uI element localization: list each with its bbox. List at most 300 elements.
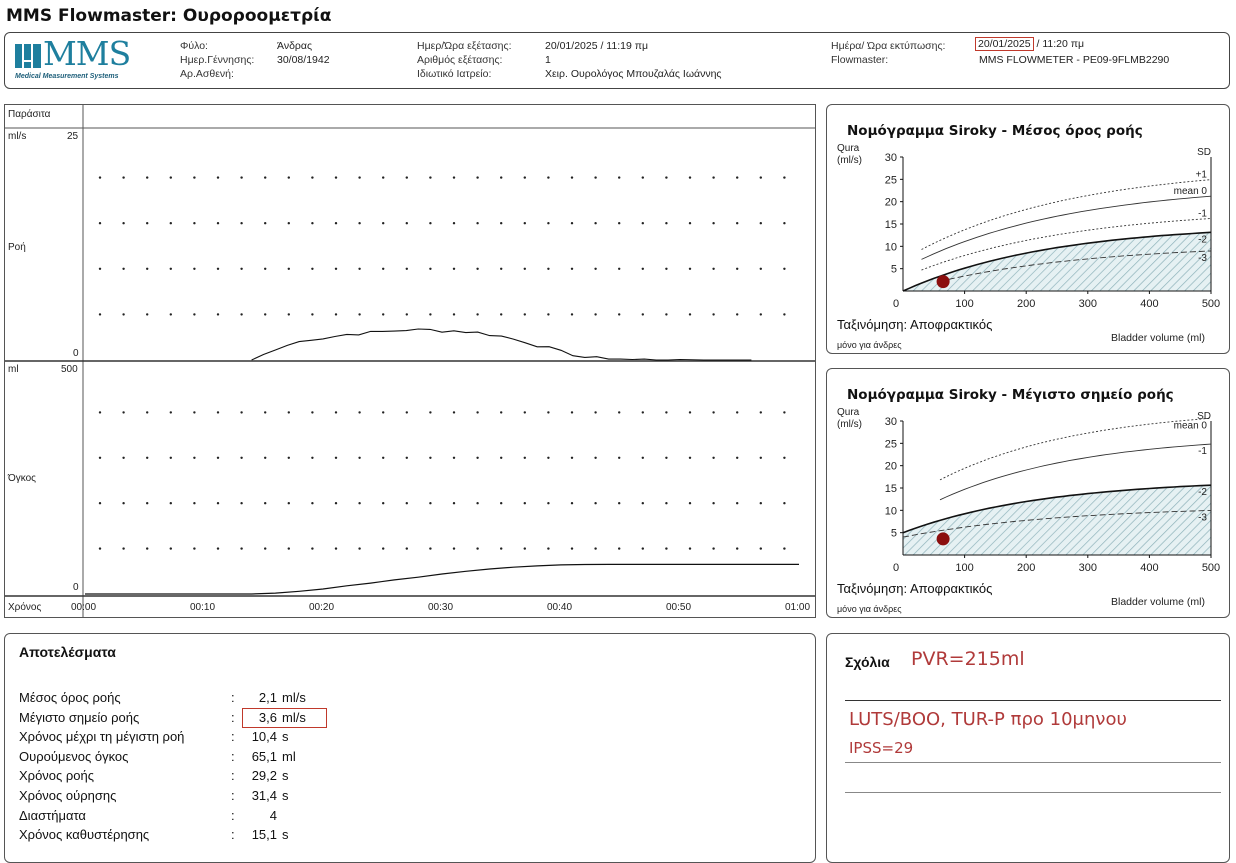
flow-grid-dot bbox=[122, 222, 124, 224]
flow-grid-dot bbox=[288, 268, 290, 270]
result-colon: : bbox=[231, 748, 235, 764]
exam-date-value: 20/01/2025 / 11:19 πμ bbox=[545, 40, 649, 52]
flow-grid-dot bbox=[288, 176, 290, 178]
volume-grid-dot bbox=[311, 411, 313, 413]
volume-grid-dot bbox=[571, 411, 573, 413]
exam-number-label: Αριθμός εξέτασης: bbox=[417, 54, 503, 66]
volume-grid-dot bbox=[335, 457, 337, 459]
comment-line-2: IPSS=29 bbox=[849, 739, 914, 757]
flow-grid-dot bbox=[429, 313, 431, 315]
flow-grid-dot bbox=[712, 176, 714, 178]
flow-grid-dot bbox=[476, 268, 478, 270]
sd-curve-label: -3 bbox=[1198, 512, 1207, 524]
flow-grid-dot bbox=[524, 176, 526, 178]
sd-curve-label: -2 bbox=[1198, 487, 1207, 499]
volume-grid-dot bbox=[571, 547, 573, 549]
result-colon: : bbox=[231, 709, 235, 725]
flow-grid-dot bbox=[122, 176, 124, 178]
volume-grid-dot bbox=[358, 547, 360, 549]
volume-grid-dot bbox=[382, 457, 384, 459]
volume-grid-dot bbox=[665, 502, 667, 504]
volume-grid-dot bbox=[358, 502, 360, 504]
comment-line-1: LUTS/BOO, TUR-P προ 10μηνου bbox=[849, 709, 1127, 730]
flow-grid-dot bbox=[524, 268, 526, 270]
volume-grid-dot bbox=[783, 411, 785, 413]
volume-grid-dot bbox=[382, 411, 384, 413]
patient-header bbox=[4, 32, 1230, 89]
volume-grid-dot bbox=[712, 502, 714, 504]
volume-unit: ml bbox=[8, 364, 19, 375]
volume-grid-dot bbox=[264, 547, 266, 549]
result-unit: s bbox=[282, 768, 289, 784]
x-tick-label: 200 bbox=[1017, 298, 1036, 310]
sd-curve-label: -3 bbox=[1198, 252, 1207, 264]
flow-grid-dot bbox=[453, 222, 455, 224]
flow-grid-dot bbox=[642, 268, 644, 270]
flow-grid-dot bbox=[170, 222, 172, 224]
volume-grid-dot bbox=[453, 457, 455, 459]
volume-grid-dot bbox=[760, 547, 762, 549]
nomogram-1-ylabel: Qura bbox=[837, 143, 860, 154]
volume-grid-dot bbox=[240, 411, 242, 413]
flow-axis-label: Ροή bbox=[8, 242, 26, 253]
flow-grid-dot bbox=[217, 176, 219, 178]
flow-grid-dot bbox=[594, 222, 596, 224]
volume-grid-dot bbox=[594, 547, 596, 549]
sd-curve-label: -1 bbox=[1198, 208, 1207, 220]
flow-grid-dot bbox=[146, 313, 148, 315]
time-tick-label: 00:30 bbox=[428, 602, 454, 613]
volume-grid-dot bbox=[406, 457, 408, 459]
flow-grid-dot bbox=[311, 268, 313, 270]
flow-grid-dot bbox=[571, 268, 573, 270]
flow-grid-dot bbox=[689, 268, 691, 270]
volume-grid-dot bbox=[264, 411, 266, 413]
flow-grid-dot bbox=[193, 222, 195, 224]
x-tick-label: 0 bbox=[893, 562, 900, 574]
mms-logo-icon bbox=[13, 41, 43, 71]
y-tick-label: 15 bbox=[884, 483, 897, 495]
result-row bbox=[19, 690, 306, 705]
flow-grid-dot bbox=[170, 268, 172, 270]
volume-grid-dot bbox=[500, 457, 502, 459]
volume-grid-dot bbox=[594, 411, 596, 413]
volume-grid-dot bbox=[760, 411, 762, 413]
sd-label: SD bbox=[1197, 411, 1211, 422]
flow-grid-dot bbox=[689, 313, 691, 315]
nomogram-1-men-only: μόνο για άνδρες bbox=[837, 340, 902, 350]
volume-grid-dot bbox=[288, 411, 290, 413]
volume-grid-dot bbox=[406, 547, 408, 549]
volume-grid-dot bbox=[712, 547, 714, 549]
flow-grid-dot bbox=[382, 176, 384, 178]
volume-grid-dot bbox=[358, 457, 360, 459]
flow-grid-dot bbox=[594, 268, 596, 270]
volume-grid-dot bbox=[311, 547, 313, 549]
x-tick-label: 400 bbox=[1140, 298, 1159, 310]
sd-curve-label: +1 bbox=[1195, 169, 1207, 181]
volume-grid-dot bbox=[642, 457, 644, 459]
flow-grid-dot bbox=[217, 222, 219, 224]
flow-grid-dot bbox=[429, 176, 431, 178]
volume-grid-dot bbox=[500, 547, 502, 549]
volume-grid-dot bbox=[146, 502, 148, 504]
volume-grid-dot bbox=[240, 547, 242, 549]
result-label: Μέσος όρος ροής bbox=[19, 690, 121, 705]
flow-grid-dot bbox=[311, 176, 313, 178]
y-tick-label: 10 bbox=[884, 505, 897, 518]
volume-grid-dot bbox=[193, 547, 195, 549]
app-title: MMS Flowmaster: Ουροροομετρία bbox=[6, 6, 332, 26]
result-unit: s bbox=[282, 788, 289, 803]
volume-grid-dot bbox=[288, 502, 290, 504]
result-row bbox=[19, 768, 289, 783]
volume-grid-dot bbox=[146, 411, 148, 413]
volume-grid-dot bbox=[665, 411, 667, 413]
flow-grid-dot bbox=[335, 268, 337, 270]
flow-max: 25 bbox=[67, 131, 79, 142]
sd-curve-label: mean 0 bbox=[1173, 186, 1207, 198]
x-tick-label: 0 bbox=[893, 298, 900, 310]
flow-grid-dot bbox=[618, 268, 620, 270]
volume-grid-dot bbox=[760, 457, 762, 459]
print-date-value bbox=[975, 38, 1084, 50]
y-tick-label: 20 bbox=[884, 460, 897, 473]
flow-grid-dot bbox=[382, 313, 384, 315]
flow-grid-dot bbox=[99, 222, 101, 224]
patient-point bbox=[937, 532, 950, 545]
y-tick-label: 15 bbox=[884, 219, 897, 231]
result-label: Ουρούμενος όγκος bbox=[19, 748, 129, 764]
volume-grid-dot bbox=[618, 457, 620, 459]
volume-curve bbox=[85, 564, 799, 594]
volume-min: 0 bbox=[73, 582, 79, 593]
flow-grid-dot bbox=[618, 176, 620, 178]
volume-grid-dot bbox=[217, 411, 219, 413]
flow-grid-dot bbox=[594, 313, 596, 315]
flow-grid-dot bbox=[618, 222, 620, 224]
flow-grid-dot bbox=[358, 222, 360, 224]
print-time: / 11:20 πμ bbox=[1036, 38, 1085, 50]
flow-grid-dot bbox=[500, 268, 502, 270]
events-label: Παράσιτα bbox=[8, 109, 51, 120]
flow-grid-dot bbox=[146, 268, 148, 270]
volume-grid-dot bbox=[524, 502, 526, 504]
volume-grid-dot bbox=[99, 547, 101, 549]
comments-title: Σχόλια bbox=[845, 654, 890, 670]
mms-logo bbox=[13, 34, 153, 83]
flow-grid-dot bbox=[642, 176, 644, 178]
sd-curve bbox=[940, 418, 1211, 480]
flow-grid-dot bbox=[736, 268, 738, 270]
result-colon: : bbox=[231, 690, 235, 705]
time-tick-label: 00:20 bbox=[309, 602, 335, 613]
clinic-value: Χειρ. Ουρολόγος Μπουζαλάς Ιωάννης bbox=[545, 68, 722, 80]
flow-grid-dot bbox=[783, 268, 785, 270]
nomogram-2-xlabel: Bladder volume (ml) bbox=[1111, 596, 1205, 608]
results-title: Αποτελέσματα bbox=[19, 644, 116, 660]
flowmaster-label: Flowmaster: bbox=[831, 54, 889, 66]
y-tick-label: 5 bbox=[890, 263, 897, 276]
volume-grid-dot bbox=[594, 502, 596, 504]
result-value: 65,1 bbox=[251, 748, 277, 764]
nomogram-1-yunit: (ml/s) bbox=[837, 155, 862, 166]
flow-grid-dot bbox=[193, 268, 195, 270]
flow-grid-dot bbox=[453, 176, 455, 178]
x-tick-label: 100 bbox=[955, 298, 974, 310]
time-tick-label: 00:50 bbox=[666, 602, 692, 613]
result-label: Χρόνος καθυστέρησης bbox=[19, 827, 150, 843]
volume-grid-dot bbox=[406, 502, 408, 504]
flow-grid-dot bbox=[476, 222, 478, 224]
volume-grid-dot bbox=[264, 502, 266, 504]
volume-grid-dot bbox=[547, 502, 549, 504]
flow-grid-dot bbox=[712, 268, 714, 270]
volume-grid-dot bbox=[193, 502, 195, 504]
volume-grid-dot bbox=[642, 547, 644, 549]
flow-grid-dot bbox=[642, 313, 644, 315]
dob-value: 30/08/1942 bbox=[277, 54, 330, 66]
volume-max: 500 bbox=[61, 364, 78, 375]
volume-grid-dot bbox=[476, 502, 478, 504]
volume-grid-dot bbox=[429, 457, 431, 459]
volume-grid-dot bbox=[547, 547, 549, 549]
flow-grid-dot bbox=[736, 222, 738, 224]
volume-grid-dot bbox=[240, 457, 242, 459]
flow-grid-dot bbox=[547, 176, 549, 178]
volume-grid-dot bbox=[783, 547, 785, 549]
volume-grid-dot bbox=[712, 457, 714, 459]
exam-date-label: Ημερ/Ώρα εξέτασης: bbox=[417, 40, 512, 52]
volume-grid-dot bbox=[712, 411, 714, 413]
volume-grid-dot bbox=[453, 502, 455, 504]
flow-grid-dot bbox=[665, 176, 667, 178]
volume-grid-dot bbox=[311, 502, 313, 504]
flow-grid-dot bbox=[500, 176, 502, 178]
result-unit: ml/s bbox=[282, 690, 306, 705]
result-label: Χρόνος ροής bbox=[19, 768, 95, 784]
flow-grid-dot bbox=[382, 268, 384, 270]
flow-grid-dot bbox=[783, 222, 785, 224]
flow-grid-dot bbox=[264, 222, 266, 224]
max-flow-highlight-box bbox=[242, 708, 327, 728]
x-tick-label: 500 bbox=[1201, 562, 1221, 574]
result-label: Χρόνος μέχρι τη μέγιστη ροή bbox=[19, 729, 185, 745]
flow-grid-dot bbox=[665, 222, 667, 224]
result-row bbox=[19, 808, 282, 823]
volume-grid-dot bbox=[170, 502, 172, 504]
result-value: 3,6 bbox=[258, 709, 277, 725]
volume-grid-dot bbox=[122, 457, 124, 459]
volume-grid-dot bbox=[217, 547, 219, 549]
result-row bbox=[19, 788, 289, 803]
nomogram-2-yunit: (ml/s) bbox=[837, 419, 862, 430]
volume-grid-dot bbox=[642, 411, 644, 413]
flow-grid-dot bbox=[760, 313, 762, 315]
result-unit: ml/s bbox=[282, 709, 306, 725]
volume-grid-dot bbox=[382, 502, 384, 504]
flow-grid-dot bbox=[736, 176, 738, 178]
flow-grid-dot bbox=[618, 313, 620, 315]
nomogram-2-men-only: μόνο για άνδρες bbox=[837, 604, 902, 614]
flow-grid-dot bbox=[406, 313, 408, 315]
volume-grid-dot bbox=[618, 502, 620, 504]
flow-grid-dot bbox=[217, 268, 219, 270]
x-tick-label: 300 bbox=[1078, 562, 1097, 574]
volume-grid-dot bbox=[335, 547, 337, 549]
volume-grid-dot bbox=[524, 547, 526, 549]
flow-grid-dot bbox=[429, 222, 431, 224]
sd-label: SD bbox=[1197, 147, 1211, 158]
volume-grid-dot bbox=[217, 502, 219, 504]
clinic-label: Ιδιωτικό Ιατρείο: bbox=[417, 68, 492, 80]
flow-grid-dot bbox=[311, 313, 313, 315]
volume-grid-dot bbox=[429, 411, 431, 413]
nomogram-1-classification: Ταξινόμηση: Αποφρακτικός bbox=[837, 317, 993, 332]
flow-grid-dot bbox=[146, 176, 148, 178]
volume-grid-dot bbox=[264, 457, 266, 459]
volume-grid-dot bbox=[453, 547, 455, 549]
x-tick-label: 400 bbox=[1140, 562, 1159, 574]
logo-text: MMS bbox=[43, 34, 131, 73]
flow-unit: ml/s bbox=[8, 131, 27, 142]
nomogram-1-xlabel: Bladder volume (ml) bbox=[1111, 332, 1205, 344]
result-value: 2,1 bbox=[258, 690, 277, 705]
nomogram-2-classification: Ταξινόμηση: Αποφρακτικός bbox=[837, 581, 993, 596]
flow-grid-dot bbox=[736, 313, 738, 315]
result-label: Διαστήματα bbox=[19, 807, 86, 823]
volume-grid-dot bbox=[783, 457, 785, 459]
flow-grid-dot bbox=[122, 268, 124, 270]
flow-grid-dot bbox=[547, 268, 549, 270]
flow-grid-dot bbox=[358, 268, 360, 270]
x-tick-label: 500 bbox=[1201, 298, 1221, 310]
flow-grid-dot bbox=[783, 313, 785, 315]
flow-curve bbox=[252, 329, 752, 360]
nomogram-2-title: Νομόγραμμα Siroky - Μέγιστο σημείο ροής bbox=[847, 387, 1174, 403]
siroky-mean-flow-nomogram bbox=[826, 104, 1230, 354]
volume-grid-dot bbox=[476, 457, 478, 459]
patient-point bbox=[937, 275, 950, 288]
result-value: 15,1 bbox=[251, 827, 277, 843]
results-panel bbox=[4, 633, 816, 863]
flow-grid-dot bbox=[689, 176, 691, 178]
time-tick-label: 00:40 bbox=[547, 602, 573, 613]
result-colon: : bbox=[231, 807, 235, 823]
volume-grid-dot bbox=[193, 411, 195, 413]
sd-curve-label: -1 bbox=[1198, 446, 1207, 458]
volume-grid-dot bbox=[335, 502, 337, 504]
flow-grid-dot bbox=[240, 176, 242, 178]
volume-grid-dot bbox=[99, 457, 101, 459]
volume-grid-dot bbox=[689, 457, 691, 459]
x-tick-label: 100 bbox=[955, 562, 974, 574]
flow-grid-dot bbox=[500, 222, 502, 224]
volume-grid-dot bbox=[170, 547, 172, 549]
volume-grid-dot bbox=[571, 457, 573, 459]
flow-grid-dot bbox=[264, 268, 266, 270]
volume-grid-dot bbox=[122, 547, 124, 549]
volume-grid-dot bbox=[217, 457, 219, 459]
flow-grid-dot bbox=[571, 222, 573, 224]
time-axis-label: Χρόνος bbox=[8, 602, 42, 613]
flow-grid-dot bbox=[689, 222, 691, 224]
y-tick-label: 30 bbox=[884, 152, 897, 164]
sd-curve-label: mean 0 bbox=[1173, 420, 1207, 432]
flow-grid-dot bbox=[170, 313, 172, 315]
result-unit: s bbox=[282, 827, 289, 843]
flow-grid-dot bbox=[335, 313, 337, 315]
volume-grid-dot bbox=[760, 502, 762, 504]
time-tick-label: 01:00 bbox=[785, 602, 811, 613]
logo-subtitle: Medical Measurement Systems bbox=[15, 73, 119, 80]
volume-grid-dot bbox=[689, 502, 691, 504]
flow-grid-dot bbox=[193, 313, 195, 315]
volume-grid-dot bbox=[618, 411, 620, 413]
volume-grid-dot bbox=[122, 411, 124, 413]
y-tick-label: 25 bbox=[884, 174, 897, 187]
nomogram-2-ylabel: Qura bbox=[837, 407, 860, 418]
time-tick-label: 00:10 bbox=[190, 602, 216, 613]
time-tick-label: 00:00 bbox=[71, 602, 97, 613]
volume-grid-dot bbox=[170, 411, 172, 413]
result-colon: : bbox=[231, 729, 235, 745]
flow-grid-dot bbox=[524, 222, 526, 224]
volume-grid-dot bbox=[547, 457, 549, 459]
volume-grid-dot bbox=[642, 502, 644, 504]
flow-grid-dot bbox=[311, 222, 313, 224]
volume-grid-dot bbox=[240, 502, 242, 504]
result-value: 31,4 bbox=[251, 788, 277, 803]
volume-grid-dot bbox=[689, 411, 691, 413]
flow-grid-dot bbox=[760, 268, 762, 270]
flow-grid-dot bbox=[99, 176, 101, 178]
flow-grid-dot bbox=[335, 222, 337, 224]
flow-grid-dot bbox=[760, 176, 762, 178]
flow-grid-dot bbox=[358, 313, 360, 315]
nomogram-1-title: Νομόγραμμα Siroky - Μέσος όρος ροής bbox=[847, 123, 1143, 139]
result-label: Χρόνος ούρησης bbox=[19, 788, 117, 803]
volume-grid-dot bbox=[382, 547, 384, 549]
volume-grid-dot bbox=[122, 502, 124, 504]
flow-grid-dot bbox=[547, 222, 549, 224]
siroky-max-flow-nomogram bbox=[826, 368, 1230, 618]
flow-volume-chart bbox=[4, 104, 816, 618]
volume-grid-dot bbox=[311, 457, 313, 459]
result-colon: : bbox=[231, 788, 235, 803]
volume-grid-dot bbox=[736, 411, 738, 413]
flow-grid-dot bbox=[712, 313, 714, 315]
result-row bbox=[19, 749, 296, 764]
volume-grid-dot bbox=[170, 457, 172, 459]
flow-grid-dot bbox=[500, 313, 502, 315]
comment-divider-3 bbox=[845, 792, 1221, 793]
flow-grid-dot bbox=[571, 313, 573, 315]
volume-grid-dot bbox=[500, 502, 502, 504]
flow-grid-dot bbox=[146, 222, 148, 224]
volume-grid-dot bbox=[146, 457, 148, 459]
volume-grid-dot bbox=[146, 547, 148, 549]
flow-grid-dot bbox=[335, 176, 337, 178]
volume-grid-dot bbox=[406, 411, 408, 413]
volume-grid-dot bbox=[594, 457, 596, 459]
flow-grid-dot bbox=[547, 313, 549, 315]
volume-grid-dot bbox=[453, 411, 455, 413]
volume-grid-dot bbox=[571, 502, 573, 504]
volume-grid-dot bbox=[618, 547, 620, 549]
flow-grid-dot bbox=[665, 268, 667, 270]
volume-grid-dot bbox=[736, 547, 738, 549]
